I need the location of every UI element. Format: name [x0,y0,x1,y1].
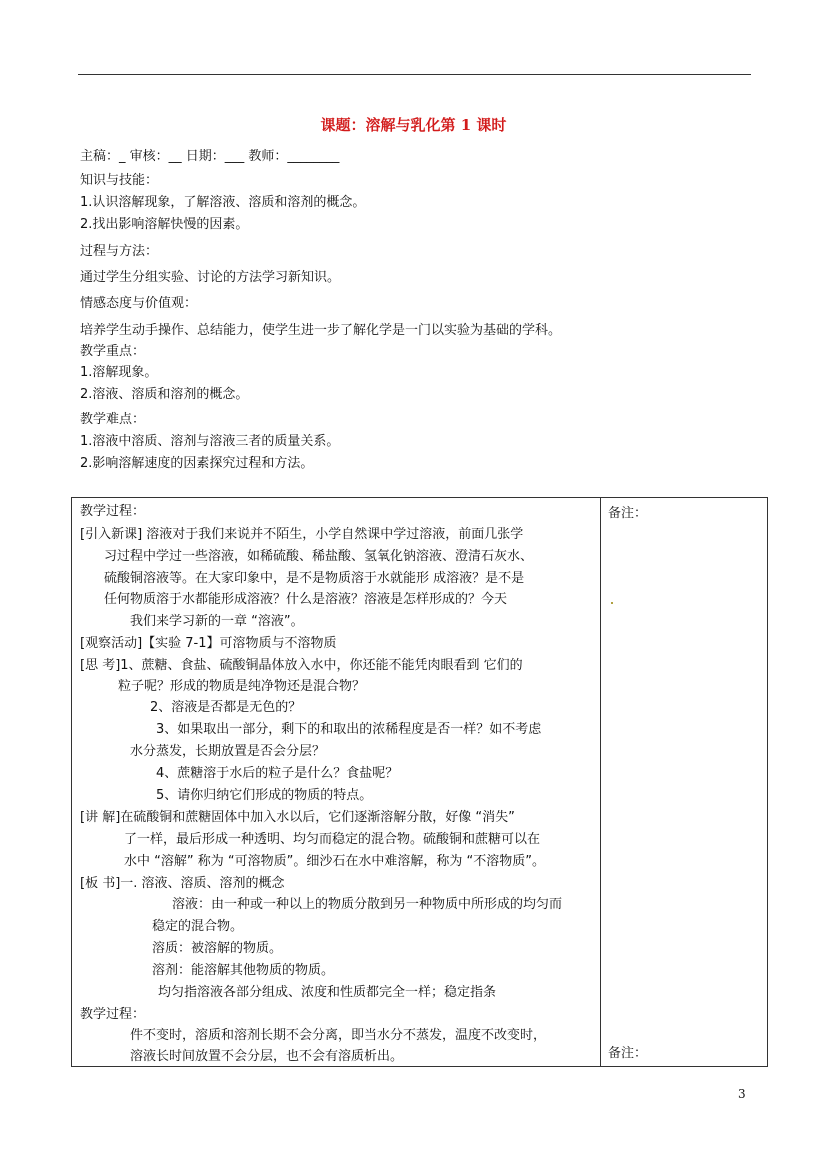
process-line: 教学过程： [80,504,146,519]
process-line: 均匀指溶液各部分组成、浓度和性质都完全一样；稳定指条 [158,985,497,1000]
header-rule [78,74,751,75]
page-number: 3 [738,1087,746,1101]
process-line: 水中 “溶解” 称为 “可溶物质”。细沙石在水中难溶解，称为 “不溶物质”。 [124,854,545,869]
process-line: 习过程中学过一些溶液，如稀硫酸、稀盐酸、氢氧化钠溶液、澄清石灰水、 [104,549,534,564]
objective-line: 教学重点： [80,344,146,359]
process-line: [引入新课] 溶液对于我们来说并不陌生，小学自然课中学过溶液，前面几张学 [80,527,524,542]
stray-mark [611,602,613,604]
objective-line: 知识与技能： [80,173,159,188]
process-line: 5、请你归纳它们形成的物质的特点。 [156,788,373,803]
objective-line: 2.影响溶解速度的因素探究过程和方法。 [80,456,314,471]
process-line: 我们来学习新的一章 “溶液”。 [130,614,304,629]
lesson-title: 课题：溶解与乳化第 1 课时 [320,116,507,134]
process-line: 溶液长时间放置不会分层，也不会有溶质析出。 [130,1049,404,1064]
process-line: 稳定的混合物。 [152,919,244,934]
process-line: 3、如果取出一部分，剩下的和取出的浓稀程度是否一样？如不考虑 [156,722,542,737]
process-line: 水分蒸发，长期放置是否会分层？ [130,744,326,759]
process-line: 溶剂：能溶解其他物质的物质。 [152,963,335,978]
objective-line: 2.找出影响溶解快慢的因素。 [80,217,249,232]
objective-line: 1.溶解现象。 [80,365,158,380]
process-line: 溶液：由一种或一种以上的物质分散到另一种物质中所形成的均匀而 [172,897,563,912]
process-line: 硫酸铜溶液等。在大家印象中，是不是物质溶于水就能形 成溶液？是不是 [104,571,525,586]
note-label-bottom: 备注： [608,1046,648,1061]
objective-line: 教学难点： [80,412,146,427]
process-line: [讲 解]在硫酸铜和蔗糖固体中加入水以后，它们逐渐溶解分散，好像 “消失” [80,810,515,825]
objective-line: 1.认识溶解现象，了解溶液、溶质和溶剂的概念。 [80,195,366,210]
process-line: 2、溶液是否都是无色的？ [150,700,302,715]
process-line: [思 考]1、蔗糖、食盐、硫酸铜晶体放入水中，你还能不能凭肉眼看到 它们的 [80,658,523,673]
process-line: 了一样，最后形成一种透明、均匀而稳定的混合物。硫酸铜和蔗糖可以在 [124,832,541,847]
objective-line: 1.溶液中溶质、溶剂与溶液三者的质量关系。 [80,434,340,449]
process-line: 件不变时，溶质和溶剂长期不会分离，即当水分不蒸发，温度不改变时， [130,1028,547,1043]
objective-line: 过程与方法： [80,244,159,259]
note-label-top: 备注： [608,506,648,521]
process-line: 任何物质溶于水都能形成溶液？什么是溶液？溶液是怎样形成的？今天 [104,592,508,607]
process-line: [观察活动]【实验 7-1】可溶物质与不溶物质 [80,636,337,651]
process-line: 粒子呢？形成的物质是纯净物还是混合物？ [118,679,366,694]
objective-line: 培养学生动手操作、总结能力，使学生进一步了解化学是一门以实验为基础的学科。 [80,323,562,338]
objective-line: 情感态度与价值观： [80,296,198,311]
objective-line: 通过学生分组实验、讨论的方法学习新知识。 [80,270,341,285]
process-line: 4、蔗糖溶于水后的粒子是什么？食盐呢？ [156,766,399,781]
process-line: 教学过程： [80,1007,146,1022]
author-line: 主稿：_ 审核：__ 日期：___ 教师：________ [80,149,340,164]
objective-line: 2.溶液、溶质和溶剂的概念。 [80,387,249,402]
process-line: [板 书]一. 溶液、溶质、溶剂的概念 [80,876,285,891]
process-line: 溶质：被溶解的物质。 [152,941,283,956]
table-divider [600,497,601,1067]
